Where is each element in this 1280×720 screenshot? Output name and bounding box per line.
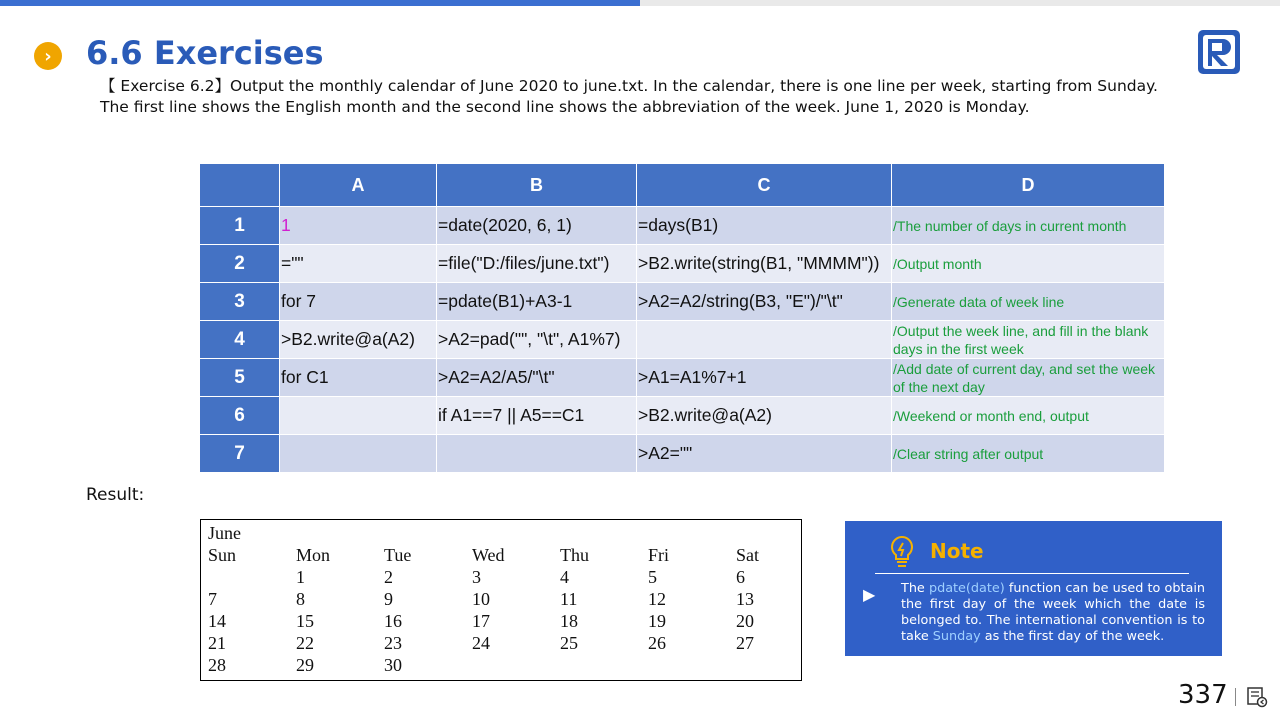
calendar-week-cell: 23 bbox=[384, 633, 402, 653]
brand-logo-icon bbox=[1198, 30, 1240, 74]
calendar-weekday-line bbox=[208, 545, 798, 567]
calendar-week-cell: 15 bbox=[296, 611, 314, 631]
calendar-week-cell: 3 bbox=[472, 567, 481, 587]
calendar-weekday-cell: Thu bbox=[560, 545, 589, 565]
row-number[interactable]: 2 bbox=[200, 245, 280, 283]
calendar-week-cell: 24 bbox=[472, 633, 490, 653]
calendar-month: June bbox=[208, 523, 241, 543]
cell-b[interactable]: >A2=A2/A5/"\t" bbox=[437, 359, 637, 397]
row-number[interactable]: 5 bbox=[200, 359, 280, 397]
note-box bbox=[845, 521, 1222, 656]
calendar-week-cell: 25 bbox=[560, 633, 578, 653]
cell-d-comment[interactable]: /Clear string after output bbox=[892, 435, 1165, 473]
cell-a[interactable]: for 7 bbox=[280, 283, 437, 321]
top-progress-fill bbox=[0, 0, 640, 6]
calendar-week-cell: 18 bbox=[560, 611, 578, 631]
calendar-week-line bbox=[208, 611, 798, 633]
page-number: 337 bbox=[1178, 680, 1228, 710]
page-title: 6.6 Exercises bbox=[86, 34, 324, 72]
grid-row bbox=[200, 207, 1165, 245]
note-title: Note bbox=[930, 539, 984, 563]
grid-header-row bbox=[200, 164, 1165, 207]
calendar-week-cell: 6 bbox=[736, 567, 745, 587]
note-highlight-function: pdate(date) bbox=[928, 581, 1005, 596]
calendar-week-cell: 22 bbox=[296, 633, 314, 653]
calendar-week-line bbox=[208, 633, 798, 655]
calendar-week-cell: 30 bbox=[384, 655, 402, 675]
row-number[interactable]: 6 bbox=[200, 397, 280, 435]
code-grid bbox=[199, 163, 1165, 473]
calendar-weekday-cell: Mon bbox=[296, 545, 331, 565]
cell-b[interactable]: =date(2020, 6, 1) bbox=[437, 207, 637, 245]
calendar-week-cell: 27 bbox=[736, 633, 754, 653]
grid-row bbox=[200, 435, 1165, 473]
cell-c[interactable]: >B2.write(string(B1, "MMMM")) bbox=[637, 245, 892, 283]
calendar-output bbox=[200, 519, 802, 681]
cell-c[interactable] bbox=[637, 321, 892, 359]
calendar-week-cell: 8 bbox=[296, 589, 305, 609]
grid-row bbox=[200, 245, 1165, 283]
cell-a[interactable]: 1 bbox=[280, 207, 437, 245]
note-text bbox=[901, 581, 1205, 645]
column-header-c[interactable]: C bbox=[637, 164, 892, 207]
calendar-week-line bbox=[208, 655, 798, 677]
row-number[interactable]: 4 bbox=[200, 321, 280, 359]
cell-d-comment[interactable]: /Output the week line, and fill in the blank days in the first week bbox=[892, 321, 1165, 359]
calendar-weekday-cell: Tue bbox=[384, 545, 412, 565]
calendar-week-cell: 5 bbox=[648, 567, 657, 587]
cell-d-comment[interactable]: /Add date of current day, and set the week of the next day bbox=[892, 359, 1165, 397]
cell-b[interactable]: >A2=pad("", "\t", A1%7) bbox=[437, 321, 637, 359]
calendar-week-cell: 19 bbox=[648, 611, 666, 631]
column-header-a[interactable]: A bbox=[280, 164, 437, 207]
cell-d-comment[interactable]: /Weekend or month end, output bbox=[892, 397, 1165, 435]
cell-a[interactable]: >B2.write@a(A2) bbox=[280, 321, 437, 359]
calendar-week-line bbox=[208, 567, 798, 589]
cell-c[interactable]: >A1=A1%7+1 bbox=[637, 359, 892, 397]
grid-corner bbox=[200, 164, 280, 207]
row-number[interactable]: 7 bbox=[200, 435, 280, 473]
calendar-weekday-cell: Fri bbox=[648, 545, 670, 565]
calendar-weekday-cell: Sat bbox=[736, 545, 760, 565]
chevron-right-icon: › bbox=[34, 42, 62, 70]
calendar-weekday-cell: Sun bbox=[208, 545, 237, 565]
cell-a[interactable] bbox=[280, 435, 437, 473]
calendar-week-cell: 28 bbox=[208, 655, 226, 675]
footer-divider bbox=[1235, 688, 1236, 706]
cell-c[interactable]: >A2=A2/string(B3, "E")/"\t" bbox=[637, 283, 892, 321]
calendar-week-cell: 29 bbox=[296, 655, 314, 675]
calendar-week-cell: 9 bbox=[384, 589, 393, 609]
description-line: 【 Exercise 6.2】Output the monthly calendar of June 2020 to june.txt. In the calendar, there is one line per week, starting from Sunday. bbox=[100, 77, 1158, 95]
exercise-description bbox=[100, 76, 1190, 118]
calendar-week-cell: 13 bbox=[736, 589, 754, 609]
cell-a[interactable]: ="" bbox=[280, 245, 437, 283]
play-icon: ▶ bbox=[863, 585, 876, 604]
cell-b[interactable]: =pdate(B1)+A3-1 bbox=[437, 283, 637, 321]
note-text-part: The bbox=[901, 581, 929, 596]
calendar-week-cell: 4 bbox=[560, 567, 569, 587]
note-divider bbox=[875, 573, 1189, 574]
grid-row bbox=[200, 359, 1165, 397]
cell-b[interactable] bbox=[437, 435, 637, 473]
calendar-week-cell: 2 bbox=[384, 567, 393, 587]
calendar-week-cell: 11 bbox=[560, 589, 578, 609]
calendar-week-cell: 21 bbox=[208, 633, 226, 653]
cell-a[interactable] bbox=[280, 397, 437, 435]
calendar-weekday-cell: Wed bbox=[472, 545, 505, 565]
cell-d-comment[interactable]: /The number of days in current month bbox=[892, 207, 1165, 245]
row-number[interactable]: 1 bbox=[200, 207, 280, 245]
grid-row bbox=[200, 321, 1165, 359]
column-header-b[interactable]: B bbox=[437, 164, 637, 207]
calendar-week-cell: 17 bbox=[472, 611, 490, 631]
note-highlight-sunday: Sunday bbox=[932, 629, 981, 644]
cell-b[interactable]: =file("D:/files/june.txt") bbox=[437, 245, 637, 283]
result-label: Result: bbox=[86, 485, 145, 505]
calendar-week-line bbox=[208, 589, 798, 611]
cell-d-comment[interactable]: /Generate data of week line bbox=[892, 283, 1165, 321]
calendar-week-cell: 12 bbox=[648, 589, 666, 609]
calendar-week-cell: 10 bbox=[472, 589, 490, 609]
note-text-part: as the first day of the week. bbox=[980, 629, 1165, 644]
cell-d-comment[interactable]: /Output month bbox=[892, 245, 1165, 283]
cell-b[interactable]: if A1==7 || A5==C1 bbox=[437, 397, 637, 435]
cell-a[interactable]: for C1 bbox=[280, 359, 437, 397]
calendar-week-cell: 7 bbox=[208, 589, 217, 609]
grid-row bbox=[200, 397, 1165, 435]
calendar-week-cell: 16 bbox=[384, 611, 402, 631]
top-progress-bar bbox=[0, 0, 1280, 6]
description-line: The first line shows the English month and the second line shows the abbreviation of the week. June 1, 2020 is Monday. bbox=[100, 98, 1030, 116]
lightbulb-icon bbox=[889, 535, 915, 569]
cell-c[interactable]: >B2.write@a(A2) bbox=[637, 397, 892, 435]
note-text-part: function can be used to obtain the first day of the week which the date is belonged to. The international convention is to take bbox=[901, 581, 1206, 644]
slide-navigation-icon[interactable] bbox=[1246, 686, 1268, 708]
calendar-week-cell: 26 bbox=[648, 633, 666, 653]
column-header-d[interactable]: D bbox=[892, 164, 1165, 207]
calendar-week-cell: 20 bbox=[736, 611, 754, 631]
grid-row bbox=[200, 283, 1165, 321]
cell-c[interactable]: >A2="" bbox=[637, 435, 892, 473]
calendar-week-cell: 14 bbox=[208, 611, 226, 631]
calendar-week-cell: 1 bbox=[296, 567, 305, 587]
cell-c[interactable]: =days(B1) bbox=[637, 207, 892, 245]
row-number[interactable]: 3 bbox=[200, 283, 280, 321]
